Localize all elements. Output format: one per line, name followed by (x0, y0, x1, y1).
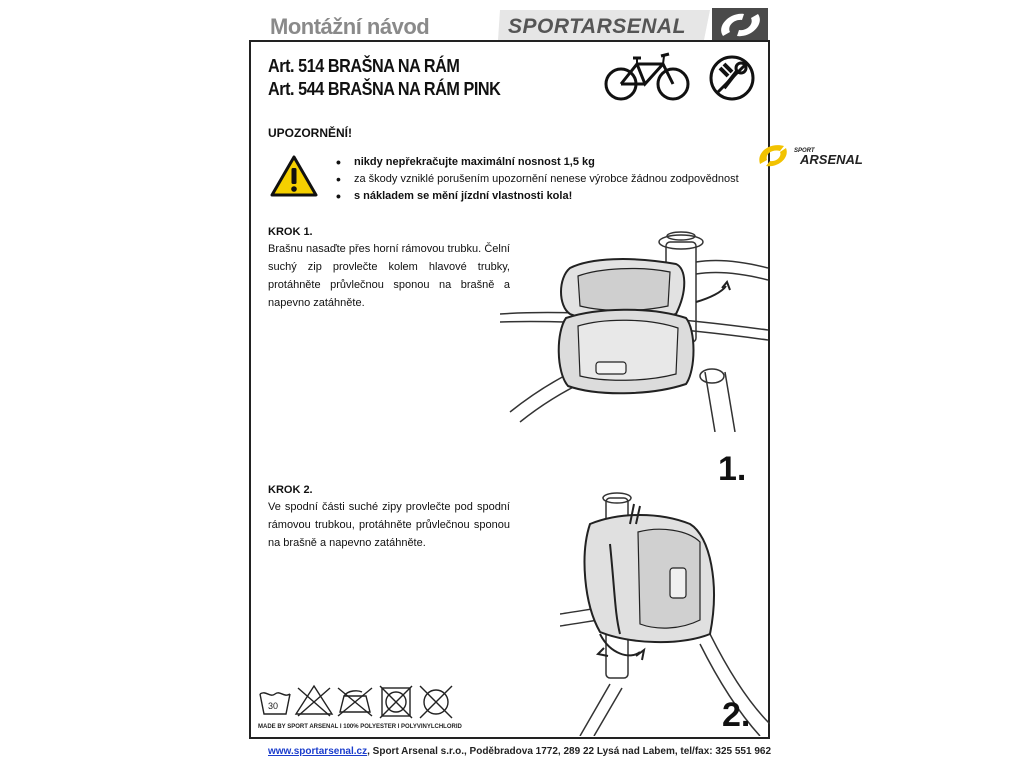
article-title-2: Art. 544 BRAŠNA NA RÁM PINK (268, 79, 501, 99)
warning-item-2: • za škody vzniklé porušením upozornění nenese výrobce žádnou zodpovědnost (336, 171, 739, 188)
step-1-number: 1. (718, 450, 747, 488)
svg-text:30: 30 (268, 701, 279, 711)
step-2-text: Ve spodní části suché zipy provlečte pod spodní rámovou trubkou, protáhněte průvlečnou sponou na brašně a napevno zatáhněte. (268, 501, 510, 549)
footer (268, 746, 771, 757)
warning-heading: UPOZORNĚNÍ! (268, 126, 352, 140)
footer-text: , Sport Arsenal s.r.o., Poděbradova 1772, 289 22 Lysá nad Labem, tel/fax: 325 551 962 (367, 746, 772, 757)
website-link[interactable]: www.sportarsenal.cz (268, 746, 368, 757)
side-logo-big: ARSENAL (800, 152, 863, 167)
sport-arsenal-side-logo (756, 140, 886, 170)
bicycle-icon (603, 50, 691, 102)
warning-list (336, 154, 739, 205)
step-1-text: Brašnu nasaďte přes horní rámovou trubku. Čelní suchý zip provlečte kolem hlavové trubky, protáhněte průvlečnou sponou na brašně a napevno zatáhněte. (268, 243, 510, 309)
no-tumble-dry-icon (380, 686, 412, 718)
care-label: MADE BY SPORT ARSENAL I 100% POLYESTER I POLYVINYLCHLORID (258, 724, 462, 730)
step-2-number: 2. (722, 696, 751, 734)
warning-triangle-icon (270, 154, 318, 198)
step-2-heading: KROK 2. (268, 484, 313, 496)
no-tools-icon (708, 54, 756, 102)
step-1-heading: KROK 1. (268, 226, 313, 238)
side-logo-small: SPORT (794, 148, 815, 154)
warning-item-3: • s nákladem se mění jízdní vlastnosti kola! (336, 188, 739, 205)
step-1-illustration (500, 222, 768, 432)
warning-item-1: • nikdy nepřekračujte maximální nosnost 1,5 kg (336, 154, 739, 171)
no-iron-icon (338, 688, 372, 716)
page-title: Montážní návod (270, 14, 430, 39)
care-icons (258, 680, 454, 720)
no-dry-clean-icon (420, 686, 452, 718)
sportarsenal-logo (498, 6, 770, 42)
wash-30-icon (260, 693, 290, 714)
brand-text: SPORTARSENAL (508, 15, 686, 38)
article-title-1: Art. 514 BRAŠNA NA RÁM (268, 56, 460, 76)
no-bleach-icon (296, 686, 332, 716)
